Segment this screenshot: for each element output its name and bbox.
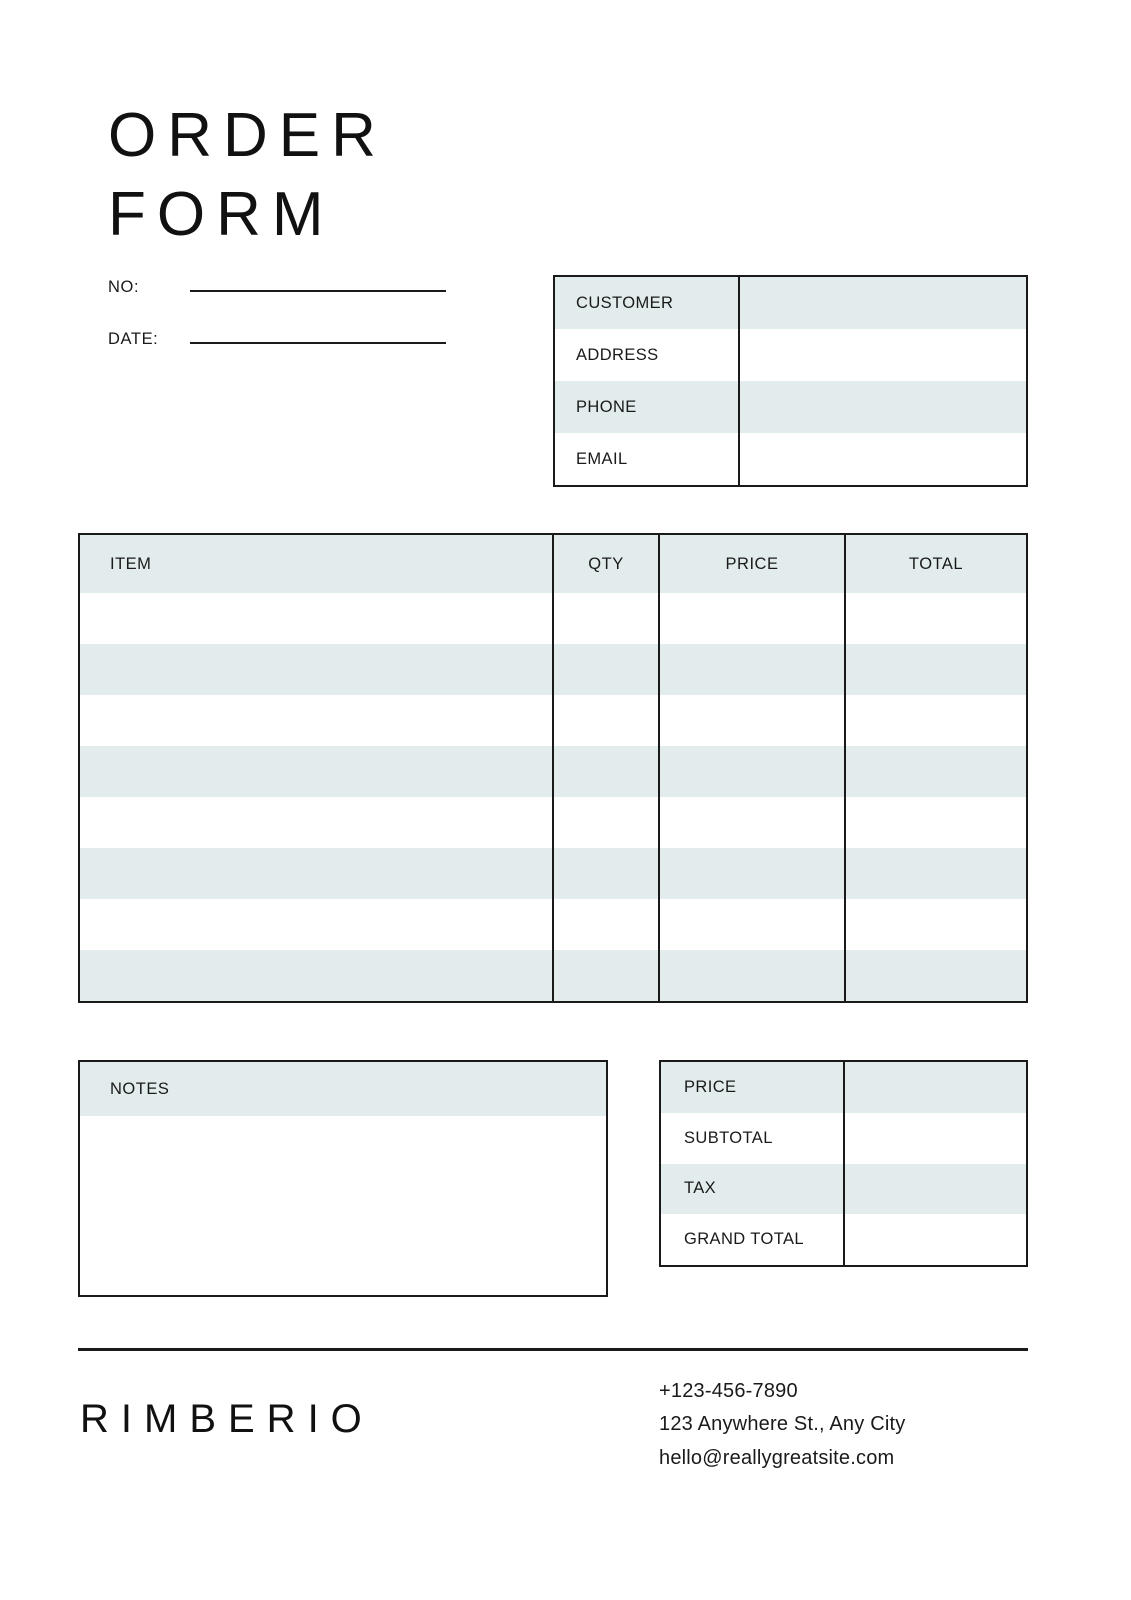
table-row [80, 593, 1026, 644]
order-number-row [108, 278, 468, 330]
table-row [80, 797, 1026, 848]
customer-value-address[interactable] [740, 329, 1026, 381]
cell-price[interactable] [660, 848, 846, 899]
cell-qty[interactable] [554, 797, 660, 848]
cell-price[interactable] [660, 899, 846, 950]
totals-label-tax: TAX [661, 1164, 843, 1215]
column-header-qty: QTY [554, 535, 660, 593]
items-table-header [80, 535, 1026, 593]
title-line-2: FORM [108, 180, 335, 250]
column-header-total: TOTAL [908, 554, 964, 573]
cell-total[interactable] [846, 899, 1026, 950]
customer-label-phone: PHONE [555, 381, 738, 433]
cell-total[interactable] [846, 695, 1026, 746]
notes-box [78, 1060, 608, 1297]
column-header-item: ITEM [80, 535, 554, 593]
totals-label-grand-total: GRAND TOTAL [661, 1214, 843, 1265]
table-row [80, 746, 1026, 797]
cell-total[interactable] [846, 593, 1026, 644]
order-date-label: DATE: [108, 330, 159, 348]
table-row [80, 950, 1026, 1001]
order-meta [108, 278, 468, 382]
customer-label-customer: CUSTOMER [555, 277, 738, 329]
order-date-row [108, 330, 468, 382]
cell-price[interactable] [660, 950, 846, 1001]
items-table-body [80, 593, 1026, 1001]
cell-total[interactable] [846, 950, 1026, 1001]
customer-label-address: ADDRESS [555, 329, 738, 381]
customer-value-customer[interactable] [740, 277, 1026, 329]
order-number-input[interactable] [190, 278, 446, 292]
customer-label-column [555, 277, 740, 485]
notes-input[interactable] [80, 1116, 606, 1295]
cell-qty[interactable] [554, 746, 660, 797]
column-header-price: PRICE [660, 535, 846, 593]
cell-total[interactable] [846, 746, 1026, 797]
notes-label: NOTES [80, 1062, 606, 1116]
cell-price[interactable] [660, 746, 846, 797]
cell-total[interactable] [846, 644, 1026, 695]
cell-total[interactable] [846, 848, 1026, 899]
customer-value-email[interactable] [740, 433, 1026, 485]
totals-value-tax[interactable] [845, 1164, 1026, 1215]
cell-price[interactable] [660, 593, 846, 644]
totals-value-grand-total[interactable] [845, 1214, 1026, 1265]
cell-price[interactable] [660, 797, 846, 848]
cell-qty[interactable] [554, 593, 660, 644]
cell-item[interactable] [80, 950, 554, 1001]
totals-label-price: PRICE [661, 1062, 843, 1113]
customer-value-column [740, 277, 1026, 485]
totals-label-column [661, 1062, 845, 1265]
contact-details [659, 1375, 905, 1475]
table-row [80, 644, 1026, 695]
order-number-label: NO: [108, 278, 140, 296]
totals-value-column [845, 1062, 1026, 1265]
cell-qty[interactable] [554, 695, 660, 746]
cell-qty[interactable] [554, 848, 660, 899]
cell-qty[interactable] [554, 950, 660, 1001]
table-row [80, 848, 1026, 899]
customer-value-phone[interactable] [740, 381, 1026, 433]
brand-name: RIMBERIO [80, 1397, 374, 1441]
cell-item[interactable] [80, 746, 554, 797]
cell-item[interactable] [80, 848, 554, 899]
order-date-input[interactable] [190, 330, 446, 344]
cell-qty[interactable] [554, 644, 660, 695]
totals-value-subtotal[interactable] [845, 1113, 1026, 1164]
customer-details-box [553, 275, 1028, 487]
totals-box [659, 1060, 1028, 1267]
table-row [80, 899, 1026, 950]
cell-item[interactable] [80, 695, 554, 746]
totals-label-subtotal: SUBTOTAL [661, 1113, 843, 1164]
cell-qty[interactable] [554, 899, 660, 950]
title-line-1: ORDER [108, 101, 387, 170]
contact-phone: +123-456-7890 [659, 1380, 798, 1402]
cell-item[interactable] [80, 797, 554, 848]
cell-item[interactable] [80, 593, 554, 644]
page-title [108, 96, 628, 255]
cell-total[interactable] [846, 797, 1026, 848]
cell-price[interactable] [660, 695, 846, 746]
contact-address: 123 Anywhere St., Any City [659, 1413, 906, 1436]
cell-item[interactable] [80, 899, 554, 950]
table-row [80, 695, 1026, 746]
cell-item[interactable] [80, 644, 554, 695]
totals-value-price[interactable] [845, 1062, 1026, 1113]
customer-label-email: EMAIL [555, 433, 738, 485]
items-table [78, 533, 1028, 1003]
contact-email: hello@reallygreatsite.com [659, 1446, 895, 1469]
footer-divider [78, 1348, 1028, 1351]
cell-price[interactable] [660, 644, 846, 695]
